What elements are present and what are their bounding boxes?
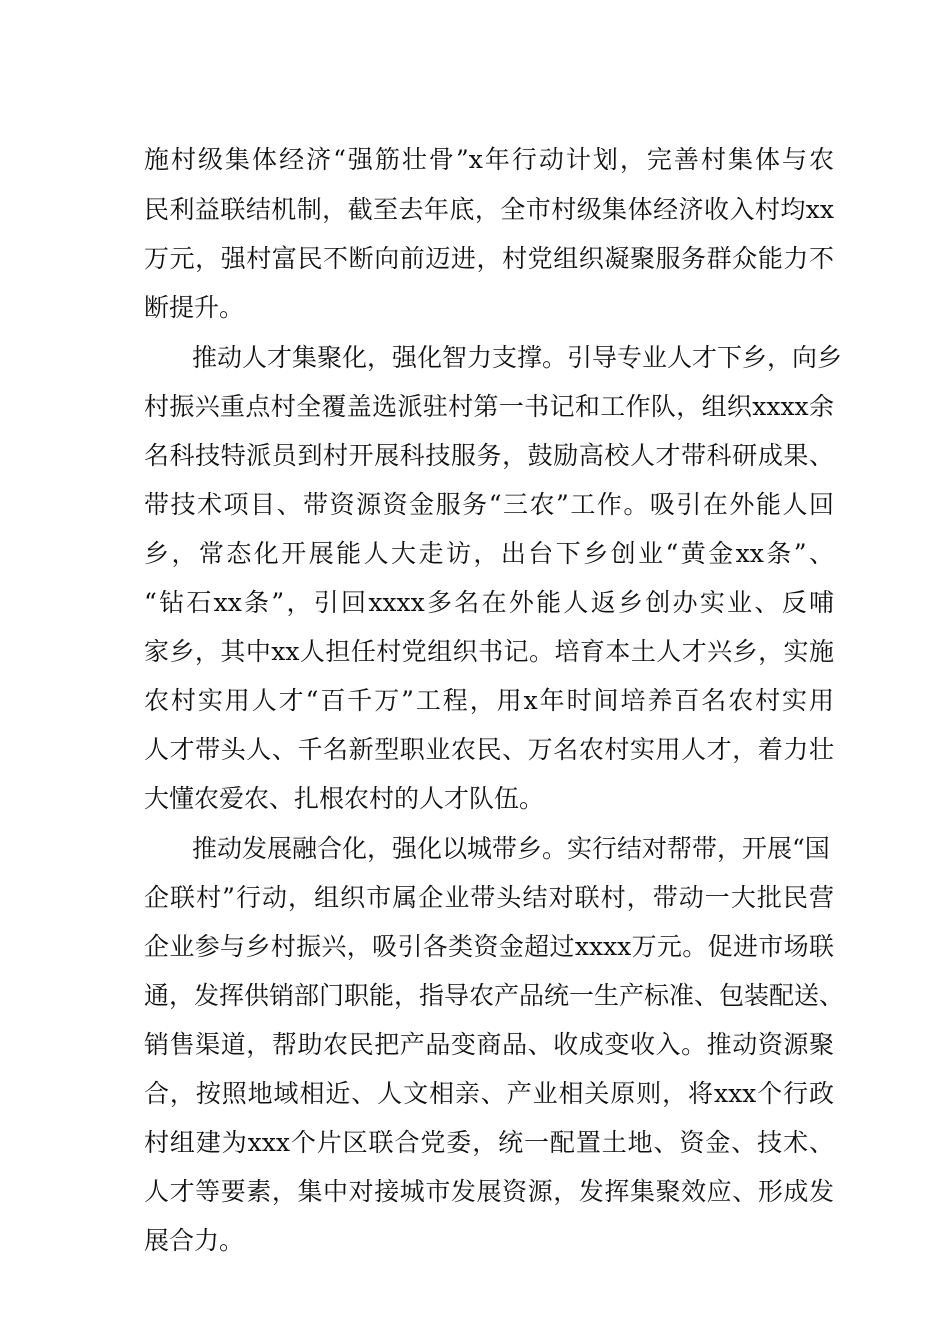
paragraph-2-line-6: “钻石xx条”，引回xxxx多名在外能人返乡创办实业、反哺 (144, 588, 834, 617)
paragraph-3-line-9: 展合力。 (144, 1226, 245, 1255)
paragraph-3-line-2: 企联村”行动，组织市属企业带头结对联村，带动一大批民营 (144, 883, 834, 912)
paragraph-2-line-9: 人才带头人、千名新型职业农民、万名农村实用人才，着力壮 (144, 735, 834, 764)
paragraph-2-line-1: 推动人才集聚化，强化智力支撑。引导专业人才下乡，向乡 (192, 343, 843, 372)
paragraph-2-line-4: 带技术项目、带资源资金服务“三农”工作。吸引在外能人回 (144, 490, 834, 519)
paragraph-2-line-3: 名科技特派员到村开展科技服务，鼓励高校人才带科研成果、 (144, 441, 834, 470)
paragraph-3-line-3: 企业参与乡村振兴，吸引各类资金超过xxxx万元。促进市场联 (144, 932, 834, 961)
paragraph-1-line-1: 施村级集体经济“强筋壮骨”x年行动计划，完善村集体与农 (144, 145, 834, 174)
paragraph-3-line-5: 销售渠道，帮助农民把产品变商品、收成变收入。推动资源聚 (144, 1030, 834, 1059)
paragraph-1-line-3: 万元，强村富民不断向前迈进，村党组织凝聚服务群众能力不 (144, 244, 834, 273)
paragraph-3-line-1: 推动发展融合化，强化以城带乡。实行结对帮带，开展“国 (192, 834, 830, 863)
paragraph-2-line-7: 家乡，其中xx人担任村党组织书记。培育本土人才兴乡，实施 (144, 637, 834, 666)
paragraph-3-line-8: 人才等要素，集中对接城市发展资源，发挥集聚效应、形成发 (144, 1177, 834, 1206)
paragraph-1-line-2: 民利益联结机制，截至去年底，全市村级集体经济收入村均xx (144, 195, 834, 224)
paragraph-3-line-4: 通，发挥供销部门职能，指导农产品统一生产标准、包装配送、 (144, 981, 845, 1010)
paragraph-3-line-6: 合，按照地域相近、人文相亲、产业相关原则，将xxx个行政 (144, 1079, 834, 1108)
paragraph-2-line-8: 农村实用人才“百千万”工程，用x年时间培养百名农村实用 (144, 686, 834, 715)
paragraph-2-line-5: 乡，常态化开展能人大走访，出台下乡创业“黄金xx条”、 (144, 539, 834, 568)
paragraph-3-line-7: 村组建为xxx个片区联合党委，统一配置土地、资金、技术、 (144, 1128, 834, 1157)
paragraph-2-line-2: 村振兴重点村全覆盖选派驻村第一书记和工作队，组织xxxx余 (144, 392, 834, 421)
paragraph-1-line-4: 断提升。 (144, 293, 245, 322)
paragraph-2-line-10: 大懂农爱农、扎根农村的人才队伍。 (144, 784, 545, 813)
